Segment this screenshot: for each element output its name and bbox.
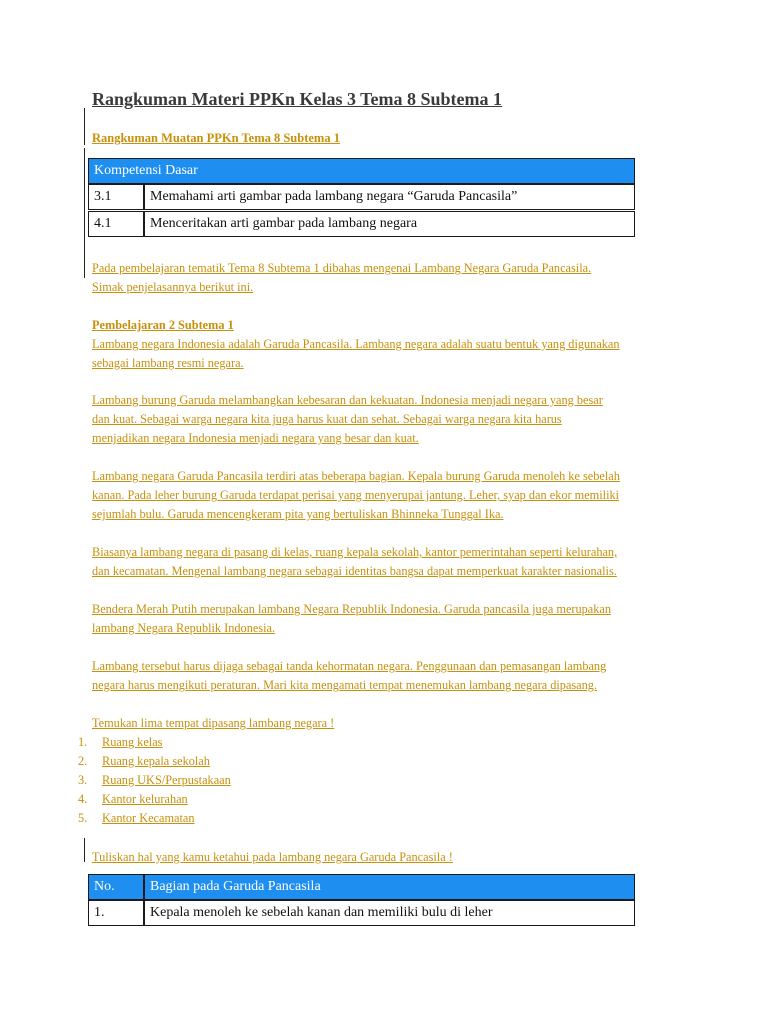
text-line: Simak penjelasannya berikut ini. [92, 280, 254, 294]
table-header-row [88, 158, 635, 184]
text-line: Pada pembelajaran tematik Tema 8 Subtema 1 dibahas mengenai Lambang Negara Garuda Pancasila. [92, 261, 592, 275]
row-no-cell: 1. [88, 900, 144, 926]
list-item [78, 771, 231, 790]
table-header-cell: Kompetensi Dasar [88, 158, 635, 184]
paragraph-3 [92, 467, 692, 524]
intro-paragraph [92, 259, 692, 297]
margin-rule [84, 838, 85, 862]
task-1 [92, 714, 692, 733]
paragraph-2 [92, 391, 692, 448]
text-line: Tuliskan hal yang kamu ketahui pada lambang negara Garuda Pancasila ! [92, 850, 453, 864]
text-line: Bendera Merah Putih merupakan lambang Negara Republik Indonesia. Garuda pancasila juga merupakan [92, 602, 612, 616]
text-line: kanan. Pada leher burung Garuda terdapat perisai yang menyerupai jantung. Leher, syap dan ekor memiliki [92, 488, 620, 502]
margin-rule [84, 108, 85, 145]
garuda-parts-table [88, 874, 635, 926]
header-part-cell: Bagian pada Garuda Pancasila [144, 874, 635, 900]
text-line: sebagai lambang resmi negara. [92, 356, 244, 370]
text-line: Lambang tersebut harus dijaga sebagai tanda kehormatan negara. Penggunaan dan pemasangan lambang [92, 659, 607, 673]
list-item [78, 790, 231, 809]
text-line: lambang Negara Republik Indonesia. [92, 621, 276, 635]
kd-code-cell: 3.1 [88, 184, 144, 210]
section-block [92, 316, 692, 373]
text-line: Lambang burung Garuda melambangkan kebesaran dan kekuatan. Indonesia menjadi negara yang besar [92, 393, 603, 407]
kd-text-cell: Memahami arti gambar pada lambang negara “Garuda Pancasila” [144, 184, 635, 210]
list-number: 4. [78, 792, 88, 806]
paragraph-4 [92, 543, 692, 581]
text-line: Temukan lima tempat dipasang lambang negara ! [92, 716, 335, 730]
text-line: dan kecamatan. Mengenal lambang negara sebagai identitas bangsa dapat memperkuat karakter nasionalis. [92, 564, 617, 578]
list-item [78, 752, 231, 771]
text-line: Lambang negara Indonesia adalah Garuda Pancasila. Lambang negara adalah suatu bentuk yang digunakan [92, 337, 620, 351]
list-text: Kantor kelurahan [102, 792, 188, 806]
table-row [88, 211, 635, 237]
row-text-cell: Kepala menoleh ke sebelah kanan dan memiliki bulu di leher [144, 900, 635, 926]
table-row [88, 184, 635, 210]
section-subtitle: Rangkuman Muatan PPKn Tema 8 Subtema 1 [92, 131, 340, 145]
margin-rule [84, 148, 85, 278]
paragraph-6 [92, 657, 692, 695]
text-line: negara harus mengikuti peraturan. Mari kita mengamati tempat menemukan lambang negara dipasang. [92, 678, 598, 692]
list-item [78, 809, 231, 828]
kd-text-cell: Menceritakan arti gambar pada lambang negara [144, 211, 635, 237]
list-text: Ruang kelas [102, 735, 163, 749]
list-number: 2. [78, 754, 88, 768]
text-line: Biasanya lambang negara di pasang di kelas, ruang kepala sekolah, kantor pemerintahan seperti kelurahan, [92, 545, 618, 559]
list-text: Ruang UKS/Perpustakaan [102, 773, 231, 787]
list-text: Kantor Kecamatan [102, 811, 195, 825]
paragraph-5 [92, 600, 692, 638]
list-number: 1. [78, 735, 88, 749]
text-line: sejumlah bulu. Garuda mencengkeram pita yang bertuliskan Bhinneka Tunggal Ika. [92, 507, 504, 521]
table-header-row [88, 874, 635, 900]
list-item [78, 733, 231, 752]
kompetensi-dasar-table [88, 158, 635, 237]
kd-code-cell: 4.1 [88, 211, 144, 237]
text-line: menjadikan negara Indonesia menjadi negara yang besar dan kuat. [92, 431, 419, 445]
text-line: Lambang negara Garuda Pancasila terdiri atas beberapa bagian. Kepala burung Garuda menoleh ke sebelah [92, 469, 620, 483]
places-list [78, 733, 231, 828]
document-title: Rangkuman Materi PPKn Kelas 3 Tema 8 Subtema 1 [92, 89, 503, 109]
section-heading: Pembelajaran 2 Subtema 1 [92, 318, 234, 332]
list-text: Ruang kepala sekolah [102, 754, 210, 768]
text-line: dan kuat. Sebagai warga negara kita juga harus kuat dan sehat. Sebagai warga negara kita harus [92, 412, 562, 426]
list-number: 5. [78, 811, 88, 825]
list-number: 3. [78, 773, 88, 787]
header-no-cell: No. [88, 874, 144, 900]
task-2 [92, 848, 692, 867]
table-row [88, 900, 635, 926]
